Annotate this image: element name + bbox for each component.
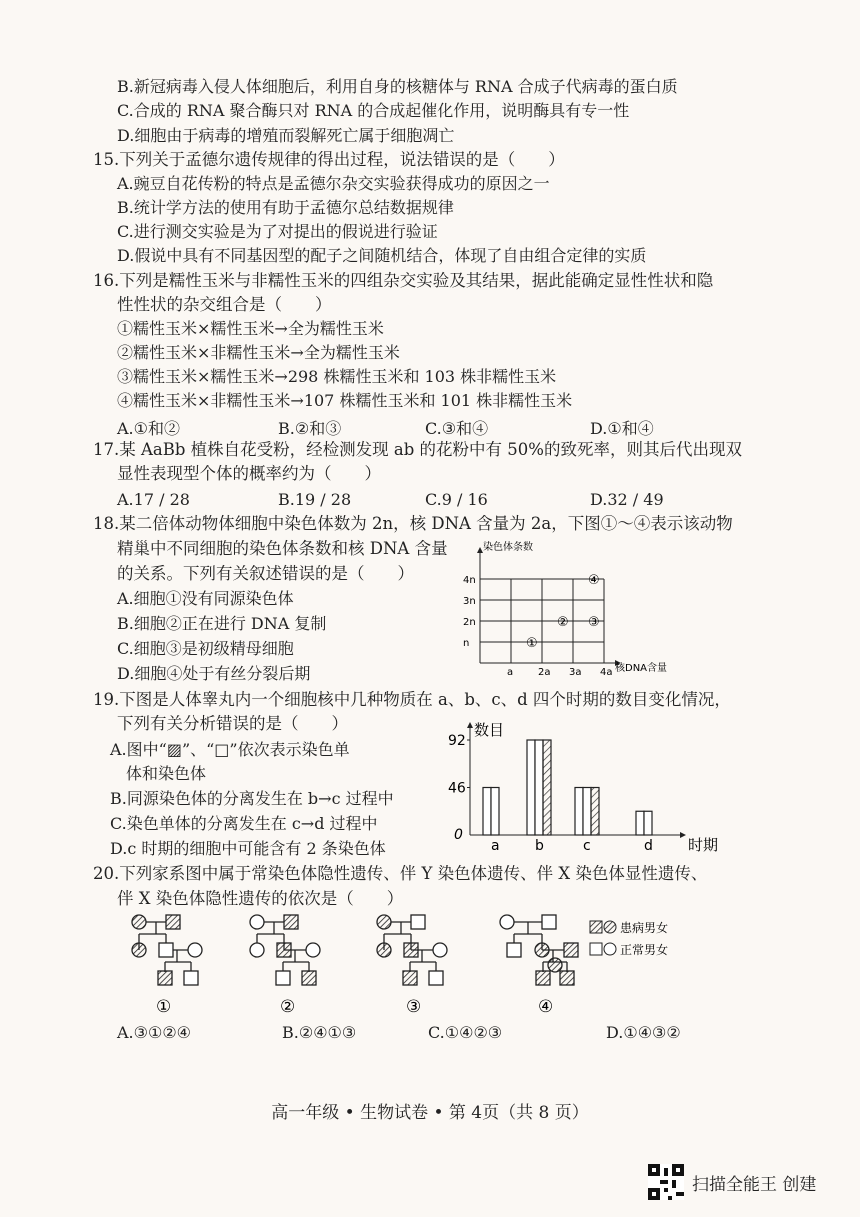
legend-normal-male-symbol (590, 943, 602, 955)
affected-male-symbol (158, 971, 172, 985)
q19-option-b: B.同源染色体的分离发生在 b→c 过程中 (110, 789, 394, 808)
pedigree-label: ④ (538, 997, 554, 1017)
q19-xlabel: 时期 (688, 836, 719, 854)
q15-option-b: B.统计学方法的使用有助于孟德尔总结数据规律 (117, 198, 454, 217)
q19-bar (644, 811, 652, 835)
q19-ytick-label: 92 (448, 733, 466, 749)
normal-male-symbol (159, 943, 173, 957)
pedigree-label: ③ (406, 997, 422, 1017)
q20-pedigrees (120, 910, 760, 1020)
q19-ytick-label: 0 (454, 827, 463, 843)
q19-bar (591, 788, 599, 836)
q16-stem-line2: 性性状的杂交组合是（ ） (117, 295, 332, 314)
q18-point-label: ④ (588, 573, 600, 588)
q16-option-a: A.①和② (117, 419, 180, 438)
normal-male-symbol (411, 915, 425, 929)
q18-ylabel: 染色体条数 (483, 542, 533, 553)
q18-ytick-label: 2n (463, 617, 476, 628)
affected-female-symbol (132, 943, 146, 957)
affected-male-symbol (284, 915, 298, 929)
q18-xtick-label: 2a (538, 667, 551, 678)
normal-male-symbol (184, 971, 198, 985)
q16-option-d: D.①和④ (590, 419, 654, 438)
legend-affected-label: 患病男女 (620, 921, 669, 935)
q15-option-a: A.豌豆自花传粉的特点是孟德尔杂交实验获得成功的原因之一 (117, 174, 550, 193)
q18-stem-line1: 18.某二倍体动物体细胞中染色体数为 2n，核 DNA 含量为 2a，下图①～④表示该动物 (93, 514, 733, 533)
q17-option-a: A.17 / 28 (117, 490, 190, 509)
q18-ytick-label: 3n (463, 596, 476, 607)
q19-bar (491, 788, 499, 836)
normal-male-symbol (429, 971, 443, 985)
q18-point-label: ② (557, 615, 569, 630)
q15-option-d: D.假说中具有不同基因型的配子之间随机结合，体现了自由组合定律的实质 (117, 246, 647, 265)
q18-option-c: C.细胞③是初级精母细胞 (117, 639, 294, 658)
q19-bar (483, 788, 491, 836)
q19-bar (575, 788, 583, 836)
affected-female-symbol (132, 915, 146, 929)
affected-male-symbol (564, 943, 578, 957)
q15-option-c: C.进行测交实验是为了对提出的假说进行验证 (117, 222, 438, 241)
q18-stem-line3: 的关系。下列有关叙述错误的是（ ） (117, 564, 414, 583)
q17-option-b: B.19 / 28 (278, 490, 352, 509)
q16-option-c: C.③和④ (425, 419, 489, 438)
q17-option-d: D.32 / 49 (590, 490, 664, 509)
q20-stem-line1: 20.下列家系图中属于常染色体隐性遗传、伴 Y 染色体遗传、伴 X 染色体显性遗传、 (93, 864, 708, 883)
q19-xtick-label: c (583, 838, 591, 854)
q19-bar (636, 811, 644, 835)
q19-option-a: A.图中“▨”、“□”依次表示染色单 (110, 740, 350, 759)
pedigree-label: ① (156, 997, 172, 1017)
q16-stem-line1: 16.下列是糯性玉米与非糯性玉米的四组杂交实验及其结果，据此能确定显性性状和隐 (93, 271, 714, 290)
legend-affected-male-symbol (590, 921, 602, 933)
q16-option-b: B.②和③ (278, 419, 342, 438)
affected-female-symbol (377, 915, 391, 929)
normal-female-symbol (500, 915, 514, 929)
q20-option-d: D.①④③② (606, 1023, 681, 1042)
q18-ytick-label: 4n (463, 575, 476, 586)
q19-bar (583, 788, 591, 836)
q18-point-label: ③ (588, 615, 600, 630)
affected-male-symbol (277, 943, 291, 957)
scanner-watermark (648, 1164, 816, 1200)
qr-code-icon (648, 1164, 684, 1200)
affected-male-symbol (302, 971, 316, 985)
q19-option-d: D.c 时期的细胞中可能含有 2 条染色体 (110, 839, 386, 858)
q16-item-1: ①糯性玉米×糯性玉米→全为糯性玉米 (117, 319, 384, 338)
q18-xtick-label: a (507, 667, 514, 678)
q18-stem-line2: 精巢中不同细胞的染色体条数和核 DNA 含量 (117, 539, 448, 558)
q18-option-d: D.细胞④处于有丝分裂后期 (117, 664, 311, 683)
q19-ylabel: 数目 (474, 721, 505, 739)
affected-male-symbol (536, 971, 550, 985)
affected-male-symbol (560, 971, 574, 985)
q20-option-c: C.①④②③ (428, 1023, 503, 1042)
q14-option-b: B.新冠病毒入侵人体细胞后，利用自身的核糖体与 RNA 合成子代病毒的蛋白质 (117, 77, 678, 96)
q19-bar (535, 740, 543, 835)
scanner-label: 扫描全能王 创建 (692, 1174, 817, 1195)
q20-option-b: B.②④①③ (282, 1023, 357, 1042)
normal-female-symbol (306, 943, 320, 957)
affected-male-symbol (404, 943, 418, 957)
pedigree-label: ② (280, 997, 296, 1017)
q14-option-d: D.细胞由于病毒的增殖而裂解死亡属于细胞凋亡 (117, 126, 455, 145)
q18-option-b: B.细胞②正在进行 DNA 复制 (117, 614, 327, 633)
legend-normal-label: 正常男女 (620, 943, 669, 957)
q20-option-a: A.③①②④ (117, 1023, 192, 1042)
affected-female-symbol (535, 943, 549, 957)
q16-item-4: ④糯性玉米×非糯性玉米→107 株糯性玉米和 101 株非糯性玉米 (117, 391, 573, 410)
q18-xlabel: 核DNA含量 (615, 663, 668, 674)
q17-option-c: C.9 / 16 (425, 490, 488, 509)
legend-affected-female-symbol (604, 921, 616, 933)
q19-xtick-label: d (644, 838, 653, 854)
q19-bar-chart (440, 715, 720, 860)
affected-male-symbol (166, 915, 180, 929)
q19-bar (543, 740, 551, 835)
q19-option-a-cont: 体和染色体 (126, 764, 207, 783)
legend-normal-female-symbol (604, 943, 616, 955)
normal-female-symbol (250, 915, 264, 929)
affected-female-symbol (548, 958, 562, 972)
q19-xtick-label: b (535, 838, 544, 854)
q19-option-c: C.染色单体的分离发生在 c→d 过程中 (110, 814, 378, 833)
q15-stem: 15.下列关于孟德尔遗传规律的得出过程，说法错误的是（ ） (93, 150, 565, 169)
q20-stem-line2: 伴 X 染色体隐性遗传的依次是（ ） (117, 889, 404, 908)
q19-xtick-label: a (491, 838, 500, 854)
normal-female-symbol (188, 943, 202, 957)
q18-graph (455, 538, 675, 678)
normal-female-symbol (250, 943, 264, 957)
q17-stem-line1: 17.某 AaBb 植株自花受粉，经检测发现 ab 的花粉中有 50%的致死率，则其后代出现双 (93, 440, 742, 459)
affected-male-symbol (403, 971, 417, 985)
normal-male-symbol (542, 915, 556, 929)
q18-ytick-label: n (463, 638, 470, 649)
q14-option-c: C.合成的 RNA 聚合酶只对 RNA 的合成起催化作用，说明酶具有专一性 (117, 101, 630, 120)
q16-item-2: ②糯性玉米×非糯性玉米→全为糯性玉米 (117, 343, 400, 362)
q19-stem-line1: 19.下图是人体睾丸内一个细胞核中几种物质在 a、b、c、d 四个时期的数目变化情况， (93, 690, 731, 709)
q17-stem-line2: 显性表现型个体的概率约为（ ） (117, 464, 381, 483)
q18-xtick-label: 4a (600, 667, 613, 678)
normal-female-symbol (433, 943, 447, 957)
q18-option-a: A.细胞①没有同源染色体 (117, 589, 294, 608)
q18-point-label: ① (526, 636, 538, 651)
normal-male-symbol (507, 943, 521, 957)
q19-bar (527, 740, 535, 835)
affected-female-symbol (377, 943, 391, 957)
page-footer: 高一年级 • 生物试卷 • 第 4页（共 8 页） (271, 1103, 589, 1123)
q16-item-3: ③糯性玉米×糯性玉米→298 株糯性玉米和 103 株非糯性玉米 (117, 367, 557, 386)
normal-male-symbol (276, 971, 290, 985)
q19-ytick-label: 46 (448, 780, 466, 797)
q19-stem-line2: 下列有关分析错误的是（ ） (117, 714, 348, 733)
q18-xtick-label: 3a (569, 667, 582, 678)
